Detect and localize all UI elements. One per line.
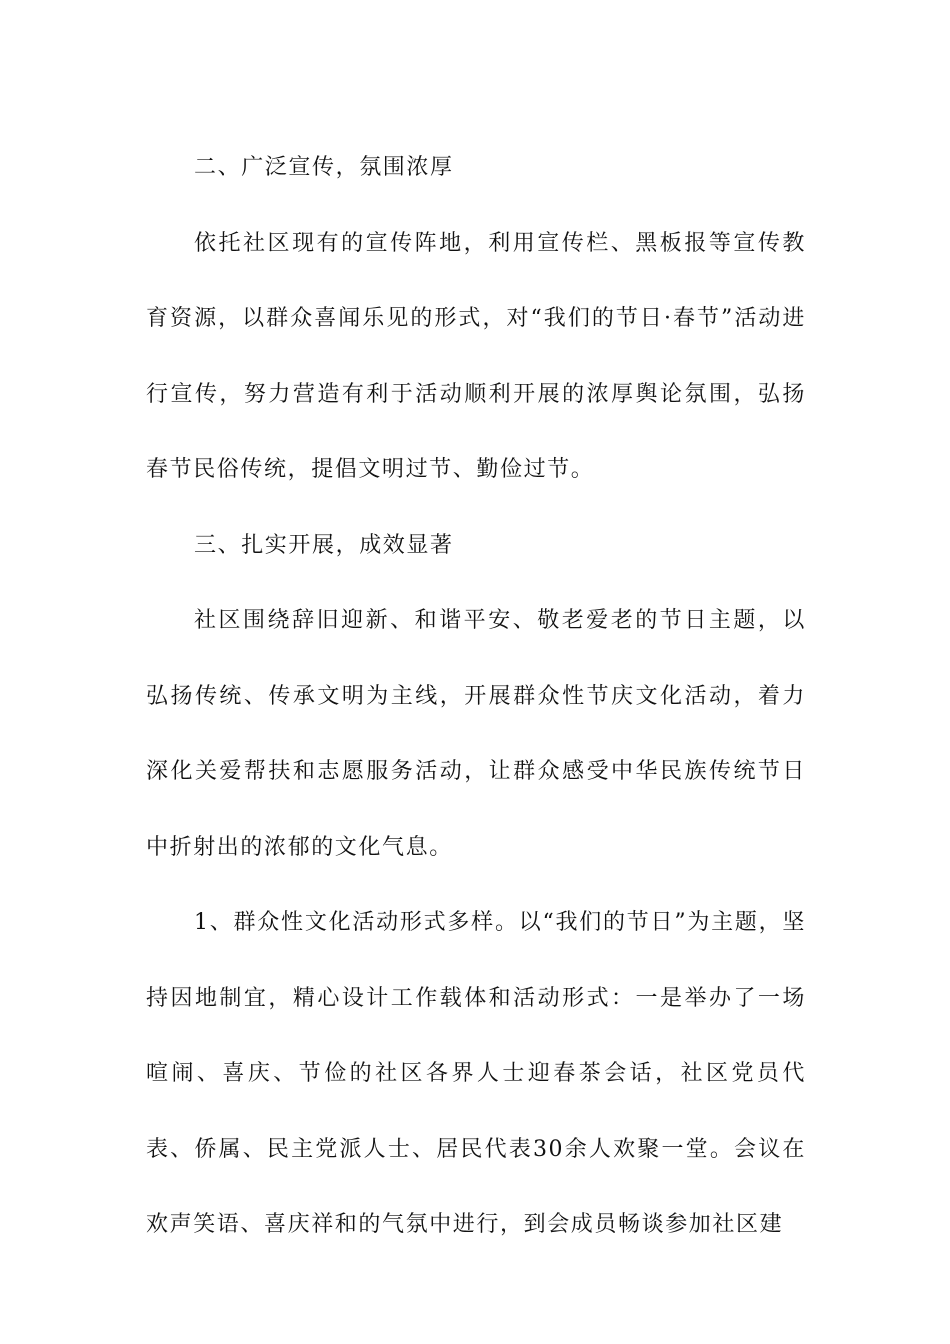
item-1-paragraph: 1、群众性文化活动形式多样。以“我们的节日”为主题，坚持因地制宜，精心设计工作载体和活动形式：一是举办了一场喧闹、喜庆、节俭的社区各界人士迎春茶会话，社区党员代表、侨属、民主党派人士、居民代表30余人欢聚一堂。会议在欢声笑语、喜庆祥和的气氛中进行，到会成员畅谈参加社区建 — [146, 910, 806, 1237]
section-3-paragraph: 社区围绕辞旧迎新、和谐平安、敬老爱老的节日主题，以弘扬传统、传承文明为主线，开展群众性节庆文化活动，着力深化关爱帮扶和志愿服务活动，让群众感受中华民族传统节日中折射出的浓郁的文化气息。 — [146, 608, 806, 860]
section-3-heading: 三、扎实开展，成效显著 — [194, 532, 454, 558]
section-2-heading: 二、广泛宣传，氛围浓厚 — [194, 155, 454, 180]
section-2-paragraph: 依托社区现有的宣传阵地，利用宣传栏、黑板报等宣传教育资源，以群众喜闻乐见的形式，对“我们的节日·春节”活动进行宣传，努力营造有利于活动顺利开展的浓厚舆论氛围，弘扬春节民俗传统，提倡文明过节、勤俭过节。 — [146, 230, 806, 482]
document-body — [146, 130, 806, 1263]
